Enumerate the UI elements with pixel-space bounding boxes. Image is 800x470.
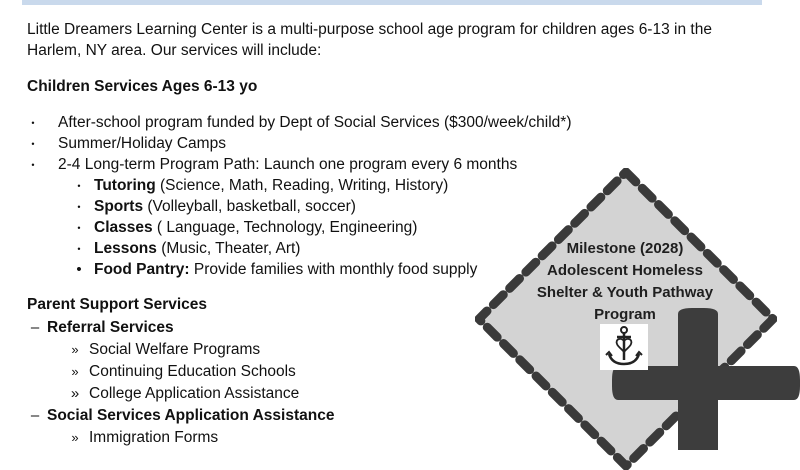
chevron-bullet-icon: » <box>71 364 79 379</box>
group-title: – Social Services Application Assistance <box>30 407 335 424</box>
children-services-list <box>27 112 571 175</box>
dash-icon: – <box>30 319 40 336</box>
milestone-line: Program <box>594 306 656 323</box>
program-item: • Classes ( Language, Technology, Engineering) <box>27 217 477 238</box>
chevron-bullet-icon: » <box>71 430 79 445</box>
program-item: • Sports (Volleyball, basketball, soccer) <box>27 196 477 217</box>
milestone-line: Shelter & Youth Pathway <box>536 284 714 301</box>
bullet-icon: • <box>77 181 81 191</box>
children-services-heading: Children Services Ages 6-13 yo <box>27 78 258 95</box>
anchor-heart-icon <box>600 324 648 370</box>
chevron-bullet-icon: » <box>70 385 80 402</box>
group-title: – Referral Services <box>30 319 174 336</box>
list-item: • 2-4 Long-term Program Path: Launch one program every 6 months <box>27 154 571 175</box>
list-item: » Immigration Forms <box>27 427 334 448</box>
program-item: • Tutoring (Science, Math, Reading, Writing, History) <box>27 175 477 196</box>
bullet-icon: • <box>77 244 81 254</box>
chevron-bullet-icon: » <box>71 342 79 357</box>
list-item: • Summer/Holiday Camps <box>27 133 571 154</box>
bullet-icon: • <box>31 139 35 149</box>
program-item: • Lessons (Music, Theater, Art) <box>27 238 477 259</box>
dash-icon: – <box>30 407 40 424</box>
bullet-icon: • <box>77 223 81 233</box>
list-item: » Continuing Education Schools <box>27 361 334 382</box>
intro-paragraph: Little Dreamers Learning Center is a multi-purpose school age program for children ages 6-13 in the Harlem, NY area. Our services will include: <box>27 21 712 59</box>
bullet-icon: • <box>31 118 35 128</box>
milestone-title: Milestone (2028) <box>566 240 684 257</box>
bullet-icon: • <box>31 160 35 170</box>
bullet-icon: • <box>77 202 81 212</box>
list-item: • After-school program funded by Dept of Social Services ($300/week/child*) <box>27 112 571 133</box>
parent-support-heading: Parent Support Services <box>27 296 208 313</box>
program-list <box>27 175 477 280</box>
referral-services-list <box>27 317 334 448</box>
bullet-icon: • <box>76 261 82 278</box>
milestone-line: Adolescent Homeless <box>547 262 703 279</box>
list-item: » Social Welfare Programs <box>27 339 334 360</box>
program-item: • Food Pantry: Provide families with monthly food supply <box>27 259 477 280</box>
list-item: » College Application Assistance <box>70 385 300 402</box>
header-band <box>22 0 762 5</box>
